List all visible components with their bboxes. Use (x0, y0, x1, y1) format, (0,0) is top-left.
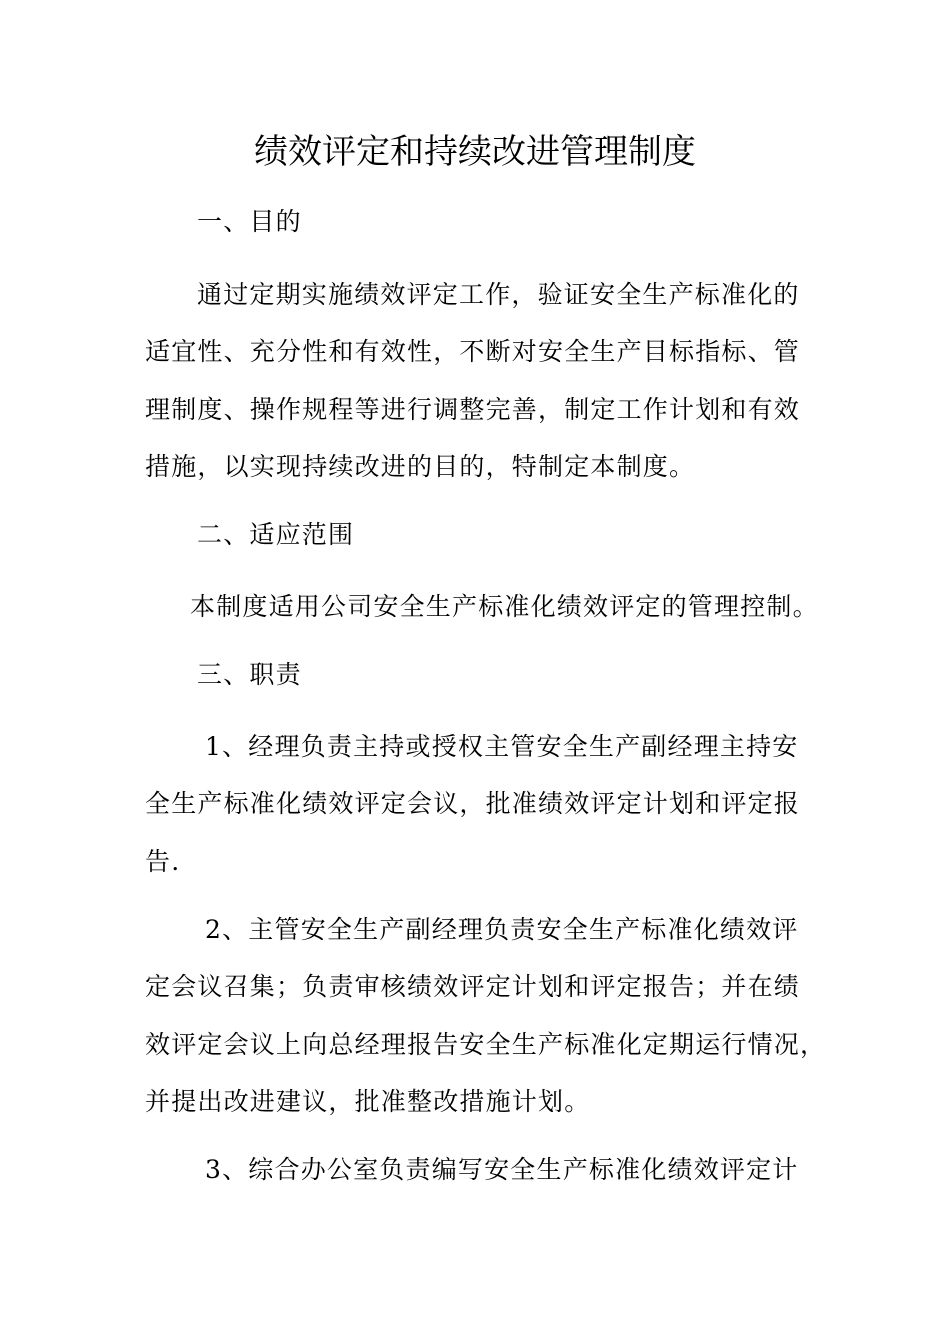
paragraph-line: 通过定期实施绩效评定工作，验证安全生产标准化的 (197, 280, 800, 309)
duty-item-line: 3、综合办公室负责编写安全生产标准化绩效评定计 (205, 1155, 799, 1184)
section-heading-purpose: 一、目的 (197, 207, 302, 236)
section-heading-duties: 三、职责 (197, 660, 302, 689)
document-title: 绩效评定和持续改进管理制度 (254, 132, 696, 172)
duty-item-line: 1、经理负责主持或授权主管安全生产副经理主持安 (205, 732, 799, 761)
paragraph-line: 理制度、操作规程等进行调整完善，制定工作计划和有效 (145, 395, 801, 424)
duty-item-line: 定会议召集；负责审核绩效评定计划和评定报告；并在绩 (145, 972, 801, 1001)
duty-item-line: 全生产标准化绩效评定会议，批准绩效评定计划和评定报 (145, 789, 801, 818)
section-heading-scope: 二、适应范围 (197, 520, 355, 549)
paragraph-line: 措施，以实现持续改进的目的，特制定本制度。 (145, 452, 696, 481)
duty-item-line: 效评定会议上向总经理报告安全生产标准化定期运行情况， (145, 1030, 827, 1059)
duty-item-line: 并提出改进建议，批准整改措施计划。 (145, 1087, 591, 1116)
paragraph-line: 适宜性、充分性和有效性，不断对安全生产目标指标、管 (145, 337, 801, 366)
paragraph-line: 本制度适用公司安全生产标准化绩效评定的管理控制。 (190, 592, 819, 621)
duty-item-line: 告. (145, 847, 181, 876)
duty-item-line: 2、主管安全生产副经理负责安全生产标准化绩效评 (205, 915, 799, 944)
